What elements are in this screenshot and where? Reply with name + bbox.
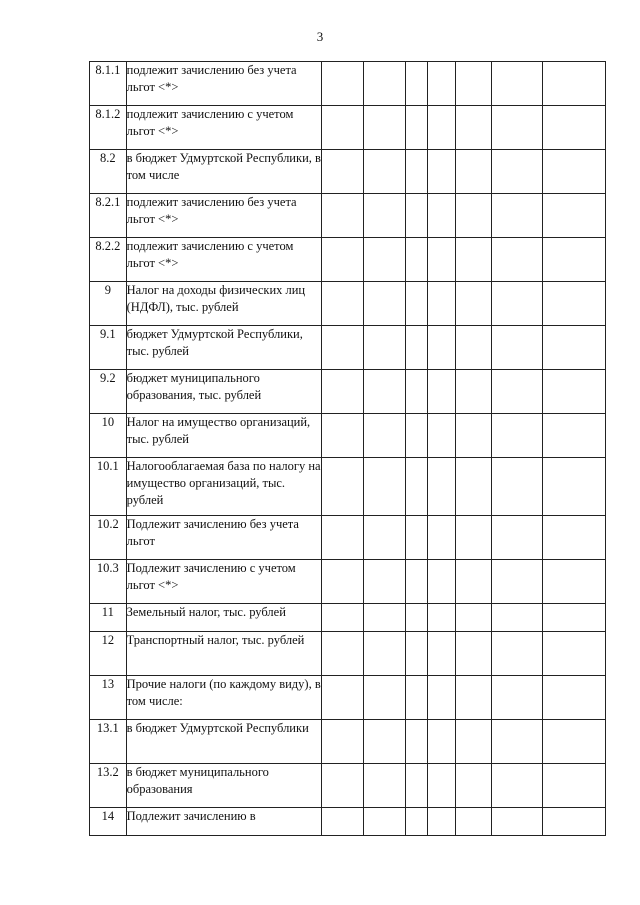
table-body [90, 62, 606, 836]
row-label: в бюджет муниципального образования [126, 764, 321, 808]
value-cell[interactable] [491, 62, 542, 106]
value-cell[interactable] [427, 282, 455, 326]
value-cell[interactable] [406, 632, 427, 676]
value-cell[interactable] [491, 370, 542, 414]
value-cell[interactable] [542, 238, 605, 282]
value-cell[interactable] [406, 106, 427, 150]
value-cell[interactable] [427, 238, 455, 282]
value-cell[interactable] [491, 516, 542, 560]
value-cell[interactable] [542, 370, 605, 414]
table-row [90, 720, 606, 764]
row-label: Прочие налоги (по каждому виду), в том числе: [126, 676, 321, 720]
value-cell[interactable] [491, 458, 542, 516]
row-number: 9 [90, 282, 127, 326]
value-cell[interactable] [322, 764, 364, 808]
row-number: 11 [90, 604, 127, 632]
table-row [90, 516, 606, 560]
row-number: 13.1 [90, 720, 127, 764]
value-cell[interactable] [456, 516, 492, 560]
value-cell[interactable] [456, 604, 492, 632]
row-number: 13.2 [90, 764, 127, 808]
indicators-table [89, 61, 606, 836]
value-cell[interactable] [456, 326, 492, 370]
value-cell[interactable] [542, 62, 605, 106]
value-cell[interactable] [363, 560, 406, 604]
row-label: Подлежит зачислению с учетом льгот <*> [126, 560, 321, 604]
value-cell[interactable] [491, 604, 542, 632]
value-cell[interactable] [406, 150, 427, 194]
value-cell[interactable] [427, 632, 455, 676]
value-cell[interactable] [427, 808, 455, 836]
value-cell[interactable] [491, 414, 542, 458]
table-row [90, 808, 606, 836]
row-label: Подлежит зачислению без учета льгот [126, 516, 321, 560]
value-cell[interactable] [363, 106, 406, 150]
value-cell[interactable] [322, 676, 364, 720]
value-cell[interactable] [406, 764, 427, 808]
row-number: 14 [90, 808, 127, 836]
value-cell[interactable] [363, 414, 406, 458]
value-cell[interactable] [427, 62, 455, 106]
row-label: подлежит зачислению с учетом льгот <*> [126, 106, 321, 150]
value-cell[interactable] [542, 676, 605, 720]
row-number: 9.1 [90, 326, 127, 370]
row-number: 10.1 [90, 458, 127, 516]
value-cell[interactable] [322, 560, 364, 604]
table-row [90, 194, 606, 238]
table-row [90, 414, 606, 458]
row-number: 12 [90, 632, 127, 676]
value-cell[interactable] [406, 238, 427, 282]
value-cell[interactable] [542, 720, 605, 764]
table-row [90, 370, 606, 414]
value-cell[interactable] [406, 560, 427, 604]
value-cell[interactable] [406, 676, 427, 720]
value-cell[interactable] [456, 62, 492, 106]
value-cell[interactable] [542, 150, 605, 194]
table-row [90, 458, 606, 516]
value-cell[interactable] [542, 632, 605, 676]
value-cell[interactable] [363, 326, 406, 370]
row-number: 8.2.1 [90, 194, 127, 238]
value-cell[interactable] [363, 370, 406, 414]
table-row [90, 326, 606, 370]
value-cell[interactable] [406, 62, 427, 106]
value-cell[interactable] [427, 516, 455, 560]
value-cell[interactable] [456, 150, 492, 194]
value-cell[interactable] [427, 676, 455, 720]
value-cell[interactable] [406, 458, 427, 516]
value-cell[interactable] [322, 720, 364, 764]
value-cell[interactable] [427, 458, 455, 516]
value-cell[interactable] [363, 808, 406, 836]
value-cell[interactable] [406, 194, 427, 238]
table-row [90, 62, 606, 106]
table-row [90, 632, 606, 676]
value-cell[interactable] [542, 604, 605, 632]
row-label: подлежит зачислению с учетом льгот <*> [126, 238, 321, 282]
row-label: в бюджет Удмуртской Республики, в том числе [126, 150, 321, 194]
value-cell[interactable] [456, 238, 492, 282]
value-cell[interactable] [456, 632, 492, 676]
row-label: Подлежит зачислению в [126, 808, 321, 836]
value-cell[interactable] [456, 370, 492, 414]
row-label: подлежит зачислению без учета льгот <*> [126, 62, 321, 106]
value-cell[interactable] [322, 632, 364, 676]
row-label: в бюджет Удмуртской Республики [126, 720, 321, 764]
value-cell[interactable] [406, 370, 427, 414]
value-cell[interactable] [491, 632, 542, 676]
value-cell[interactable] [542, 326, 605, 370]
value-cell[interactable] [363, 764, 406, 808]
value-cell[interactable] [406, 808, 427, 836]
value-cell[interactable] [322, 106, 364, 150]
value-cell[interactable] [427, 764, 455, 808]
value-cell[interactable] [456, 720, 492, 764]
value-cell[interactable] [406, 720, 427, 764]
value-cell[interactable] [363, 458, 406, 516]
value-cell[interactable] [491, 560, 542, 604]
row-number: 8.1.1 [90, 62, 127, 106]
value-cell[interactable] [542, 808, 605, 836]
value-cell[interactable] [322, 194, 364, 238]
value-cell[interactable] [427, 326, 455, 370]
value-cell[interactable] [363, 150, 406, 194]
value-cell[interactable] [456, 676, 492, 720]
row-label: бюджет Удмуртской Республики, тыс. рублей [126, 326, 321, 370]
value-cell[interactable] [542, 414, 605, 458]
value-cell[interactable] [456, 808, 492, 836]
table-row [90, 282, 606, 326]
value-cell[interactable] [542, 106, 605, 150]
row-number: 13 [90, 676, 127, 720]
value-cell[interactable] [491, 150, 542, 194]
value-cell[interactable] [456, 282, 492, 326]
value-cell[interactable] [322, 808, 364, 836]
row-number: 10.3 [90, 560, 127, 604]
value-cell[interactable] [542, 764, 605, 808]
value-cell[interactable] [491, 194, 542, 238]
table-row [90, 764, 606, 808]
value-cell[interactable] [542, 560, 605, 604]
value-cell[interactable] [491, 676, 542, 720]
page-number: 3 [316, 29, 324, 44]
row-number: 8.2.2 [90, 238, 127, 282]
row-label: Земельный налог, тыс. рублей [126, 604, 321, 632]
value-cell[interactable] [427, 560, 455, 604]
value-cell[interactable] [427, 370, 455, 414]
value-cell[interactable] [363, 604, 406, 632]
value-cell[interactable] [456, 764, 492, 808]
value-cell[interactable] [363, 282, 406, 326]
table-row [90, 150, 606, 194]
table-row [90, 238, 606, 282]
value-cell[interactable] [491, 764, 542, 808]
value-cell[interactable] [322, 458, 364, 516]
value-cell[interactable] [406, 282, 427, 326]
row-number: 8.2 [90, 150, 127, 194]
value-cell[interactable] [491, 238, 542, 282]
value-cell[interactable] [427, 194, 455, 238]
value-cell[interactable] [322, 282, 364, 326]
value-cell[interactable] [427, 150, 455, 194]
value-cell[interactable] [322, 370, 364, 414]
value-cell[interactable] [491, 720, 542, 764]
value-cell[interactable] [456, 194, 492, 238]
value-cell[interactable] [542, 194, 605, 238]
value-cell[interactable] [406, 414, 427, 458]
row-number: 9.2 [90, 370, 127, 414]
value-cell[interactable] [427, 106, 455, 150]
value-cell[interactable] [456, 414, 492, 458]
table-row [90, 676, 606, 720]
value-cell[interactable] [491, 282, 542, 326]
value-cell[interactable] [322, 516, 364, 560]
row-label: Налог на имущество организаций, тыс. рублей [126, 414, 321, 458]
value-cell[interactable] [363, 238, 406, 282]
value-cell[interactable] [363, 516, 406, 560]
value-cell[interactable] [363, 632, 406, 676]
value-cell[interactable] [542, 516, 605, 560]
row-label: подлежит зачислению без учета льгот <*> [126, 194, 321, 238]
value-cell[interactable] [491, 808, 542, 836]
value-cell[interactable] [456, 458, 492, 516]
table-row [90, 560, 606, 604]
value-cell[interactable] [406, 604, 427, 632]
value-cell[interactable] [542, 458, 605, 516]
value-cell[interactable] [456, 106, 492, 150]
table-row [90, 604, 606, 632]
row-label: Налог на доходы физических лиц (НДФЛ), тыс. рублей [126, 282, 321, 326]
table-row [90, 106, 606, 150]
value-cell[interactable] [363, 720, 406, 764]
value-cell[interactable] [322, 150, 364, 194]
value-cell[interactable] [427, 414, 455, 458]
row-label: Транспортный налог, тыс. рублей [126, 632, 321, 676]
row-label: Налогооблагаемая база по налогу на имущество организаций, тыс. рублей [126, 458, 321, 516]
value-cell[interactable] [322, 414, 364, 458]
value-cell[interactable] [322, 326, 364, 370]
row-number: 10.2 [90, 516, 127, 560]
value-cell[interactable] [406, 326, 427, 370]
value-cell[interactable] [491, 106, 542, 150]
value-cell[interactable] [322, 62, 364, 106]
value-cell[interactable] [363, 676, 406, 720]
value-cell[interactable] [456, 560, 492, 604]
value-cell[interactable] [491, 326, 542, 370]
value-cell[interactable] [427, 604, 455, 632]
value-cell[interactable] [322, 238, 364, 282]
value-cell[interactable] [322, 604, 364, 632]
value-cell[interactable] [406, 516, 427, 560]
row-label: бюджет муниципального образования, тыс. рублей [126, 370, 321, 414]
value-cell[interactable] [427, 720, 455, 764]
row-number: 10 [90, 414, 127, 458]
value-cell[interactable] [363, 62, 406, 106]
value-cell[interactable] [363, 194, 406, 238]
value-cell[interactable] [542, 282, 605, 326]
row-number: 8.1.2 [90, 106, 127, 150]
